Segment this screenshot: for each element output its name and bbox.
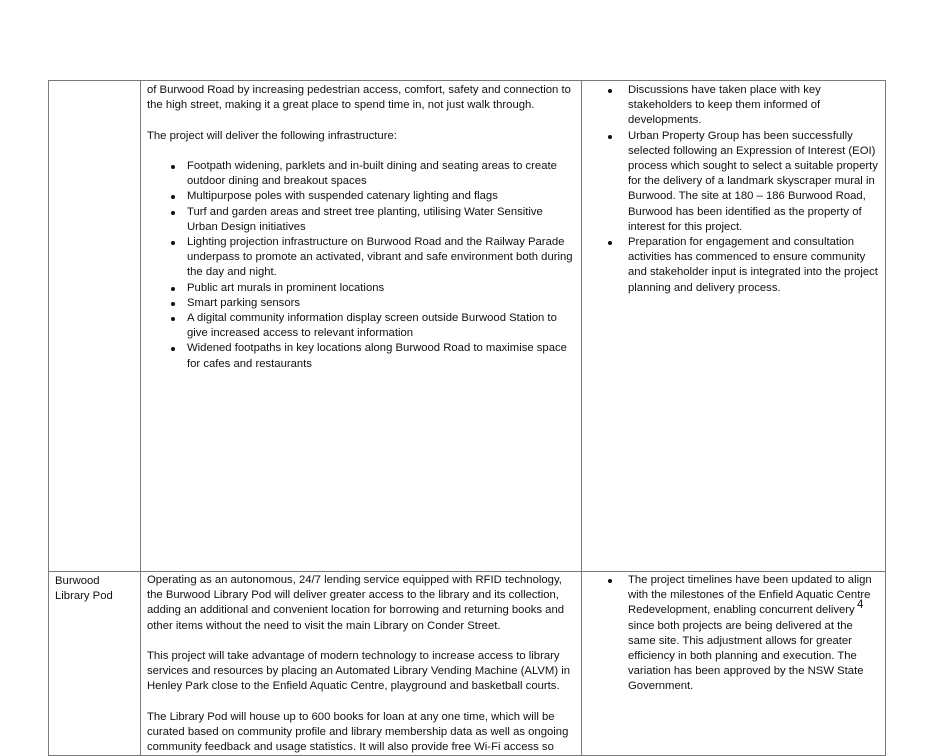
status-list bbox=[588, 573, 879, 695]
list-item: Multipurpose poles with suspended catenary lighting and flags bbox=[187, 189, 575, 204]
description-paragraph: This project will take advantage of modern technology to increase access to library services and resources by placing an Automated Library Vending Machine (ALVM) in Henley Park close to the Enfield Aquatic Centre, playground and basketball courts. bbox=[147, 650, 571, 693]
description-lead: The project will deliver the following infrastructure: bbox=[147, 129, 397, 142]
list-item: Smart parking sensors bbox=[187, 296, 575, 311]
list-item: Turf and garden areas and street tree planting, utilising Water Sensitive Urban Design initiatives bbox=[187, 205, 575, 235]
list-item: The project timelines have been updated to align with the milestones of the Enfield Aquatic Centre Redevelopment, enabling concurrent delivery since both projects are being delivered at the same site. This adjustment allows for greater efficiency in both planning and execution. The variation has been approved by the NSW State Government. bbox=[628, 573, 879, 695]
status-cell bbox=[582, 81, 886, 572]
description-cell bbox=[141, 81, 582, 572]
list-item: Preparation for engagement and consultation activities has commenced to ensure community and stakeholder input is integrated into the project planning and delivery process. bbox=[628, 235, 879, 296]
project-name-cell: Burwood Library Pod bbox=[49, 572, 141, 756]
list-item: A digital community information display screen outside Burwood Station to give increased access to relevant information bbox=[187, 311, 575, 341]
list-item: Discussions have taken place with key stakeholders to keep them informed of developments. bbox=[628, 83, 879, 129]
projects-table bbox=[48, 80, 886, 756]
project-name-cell bbox=[49, 81, 141, 572]
description-paragraph: Operating as an autonomous, 24/7 lending service equipped with RFID technology, the Burwood Library Pod will deliver greater access to the library and its collection, adding an additional and convenient location for borrowing and returning books and other items without the need to visit the main Library on Conder Street. bbox=[147, 574, 565, 632]
page-number: 4 bbox=[857, 599, 864, 611]
list-item: Urban Property Group has been successfully selected following an Expression of Interest (EOI) process which sought to select a suitable property for the delivery of a landmark skyscraper mural in Burwood. The site at 180 – 186 Burwood Road, Burwood has been identified as the property of interest for this project. bbox=[628, 129, 879, 235]
list-item: Footpath widening, parklets and in-built dining and seating areas to create outdoor dining and breakout spaces bbox=[187, 159, 575, 189]
table-row bbox=[49, 81, 886, 572]
table-row bbox=[49, 572, 886, 756]
status-cell bbox=[582, 572, 886, 756]
status-list bbox=[588, 83, 879, 296]
description-intro: of Burwood Road by increasing pedestrian access, comfort, safety and connection to the high street, making it a great place to spend time in, not just walk through. bbox=[147, 84, 571, 112]
list-item: Lighting projection infrastructure on Burwood Road and the Railway Parade underpass to promote an activated, vibrant and safe environment both during the day and night. bbox=[187, 235, 575, 281]
description-cell bbox=[141, 572, 582, 756]
description-paragraph: The Library Pod will house up to 600 books for loan at any one time, which will be curated based on community profile and library membership data as well as ongoing community feedback and usage statistics. It will also provide free Wi-Fi access so bbox=[147, 710, 569, 754]
list-item: Public art murals in prominent locations bbox=[187, 281, 575, 296]
infrastructure-list bbox=[147, 159, 575, 372]
list-item: Widened footpaths in key locations along Burwood Road to maximise space for cafes and restaurants bbox=[187, 341, 575, 371]
